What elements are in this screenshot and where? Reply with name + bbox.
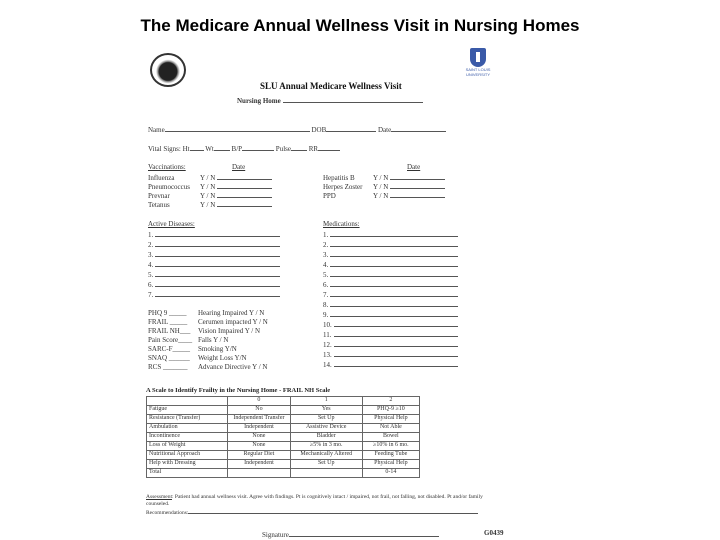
vital-signs-row: Vital Signs: Ht Wt B/P Pulse RR — [148, 143, 340, 153]
wellness-visit-form — [140, 45, 520, 540]
vaccine-row: PPD Y / N — [323, 190, 445, 200]
vaccine-row: Hepatitis B Y / N — [323, 172, 445, 182]
disease-line: 5. — [148, 269, 280, 279]
table-row: Incontinence None Bladder Bowel — [147, 433, 420, 442]
vaccine-row: Tetanus Y / N — [148, 199, 272, 209]
shield-icon — [470, 48, 486, 67]
slu-logo: SAINT LOUIS UNIVERSITY — [463, 48, 493, 88]
frail-scale-title: A Scale to Identify Frailty in the Nursing Home - FRAIL NH Scale — [146, 387, 331, 394]
table-header-row: 0 1 2 — [147, 397, 420, 406]
weight-input[interactable] — [214, 143, 230, 151]
screening-row: FRAIL NH___ Vision Impaired Y / N — [148, 327, 261, 335]
form-code: G0439 — [484, 529, 504, 537]
vaccine-row: Pneumococcus Y / N — [148, 181, 272, 191]
pulse-input[interactable] — [291, 143, 307, 151]
medication-line: 6. — [323, 279, 458, 289]
table-row: Resistance (Transfer) Independent Transfer Set Up Physical Help — [147, 415, 420, 424]
table-row: Nutritional Approach Regular Diet Mechanically Altered Feeding Tube — [147, 451, 420, 460]
vaccine-row: Influenza Y / N — [148, 172, 272, 182]
medication-line: 9. — [323, 309, 458, 319]
table-row: Fatigue No Yes PHQ-9 ≥10 — [147, 406, 420, 415]
vaccination-date-header-right: Date — [407, 163, 421, 171]
disease-line: 3. — [148, 249, 280, 259]
date-input[interactable] — [391, 124, 446, 132]
table-row: Loss of Weight None ≥5% in 3 mo. ≥10% in 6 mo. — [147, 442, 420, 451]
medication-line: 14. — [323, 359, 458, 369]
screening-row: RCS _______ Advance Directive Y / N — [148, 363, 268, 371]
vaccine-row: Herpes Zoster Y / N — [323, 181, 445, 191]
assessment-text: Assessment: Patient had annual wellness visit. Agree with findings. Pt is cognitively intact / impaired, not frail, not falling, not disabled. Pt and/or family counseled. Recommendations: — [146, 494, 483, 516]
screening-row: SARC-F_____ Smoking Y/N — [148, 345, 237, 353]
medication-line: 11. — [323, 329, 458, 339]
medication-line: 4. — [323, 259, 458, 269]
recommendations-input[interactable] — [188, 508, 478, 514]
disease-line: 2. — [148, 239, 280, 249]
medication-line: 5. — [323, 269, 458, 279]
height-input[interactable] — [190, 143, 204, 151]
medication-line: 7. — [323, 289, 458, 299]
medication-line: 12. — [323, 339, 458, 349]
dob-input[interactable] — [326, 124, 376, 132]
name-input[interactable] — [165, 124, 310, 132]
screening-row: SNAQ ______ Weight Loss Y/N — [148, 354, 247, 362]
form-title: SLU Annual Medicare Wellness Visit — [260, 81, 402, 91]
medication-line: 13. — [323, 349, 458, 359]
screening-row: PHQ 9 _____ Hearing Impaired Y / N — [148, 309, 265, 317]
nursing-home-field: Nursing Home — [237, 95, 423, 105]
signature-field: Signature — [262, 529, 439, 539]
screening-row: FRAIL _____ Cerumen impacted Y / N — [148, 318, 268, 326]
signature-input[interactable] — [289, 529, 439, 537]
slide-title: The Medicare Annual Wellness Visit in Nursing Homes — [140, 16, 580, 35]
medication-line: 8. — [323, 299, 458, 309]
disease-line: 1. — [148, 229, 280, 239]
medication-line: 2. — [323, 239, 458, 249]
nursing-home-input[interactable] — [283, 95, 423, 103]
screening-row: Pain Score____ Falls Y / N — [148, 336, 229, 344]
disease-line: 4. — [148, 259, 280, 269]
medications-header: Medications: — [323, 220, 360, 228]
vaccinations-header: Vaccinations: — [148, 163, 186, 171]
medication-line: 1. — [323, 229, 458, 239]
disease-line: 6. — [148, 279, 280, 289]
disease-line: 7. — [148, 289, 280, 299]
medication-line: 10. — [323, 319, 458, 329]
vaccine-row: Prevnar Y / N — [148, 190, 272, 200]
name-row: Name DOB Date — [148, 124, 446, 134]
table-row: Help with Dressing Independent Set Up Physical Help — [147, 460, 420, 469]
medication-line: 3. — [323, 249, 458, 259]
vaccination-date-header: Date — [232, 163, 246, 171]
rr-input[interactable] — [318, 143, 340, 151]
table-row: Ambulation Independent Assistive Device Not Able — [147, 424, 420, 433]
active-diseases-header: Active Diseases: — [148, 220, 195, 228]
seal-logo-icon — [150, 53, 186, 87]
frail-scale-table — [146, 396, 420, 478]
bp-input[interactable] — [242, 143, 274, 151]
table-total-row: Total 0-14 — [147, 469, 420, 478]
